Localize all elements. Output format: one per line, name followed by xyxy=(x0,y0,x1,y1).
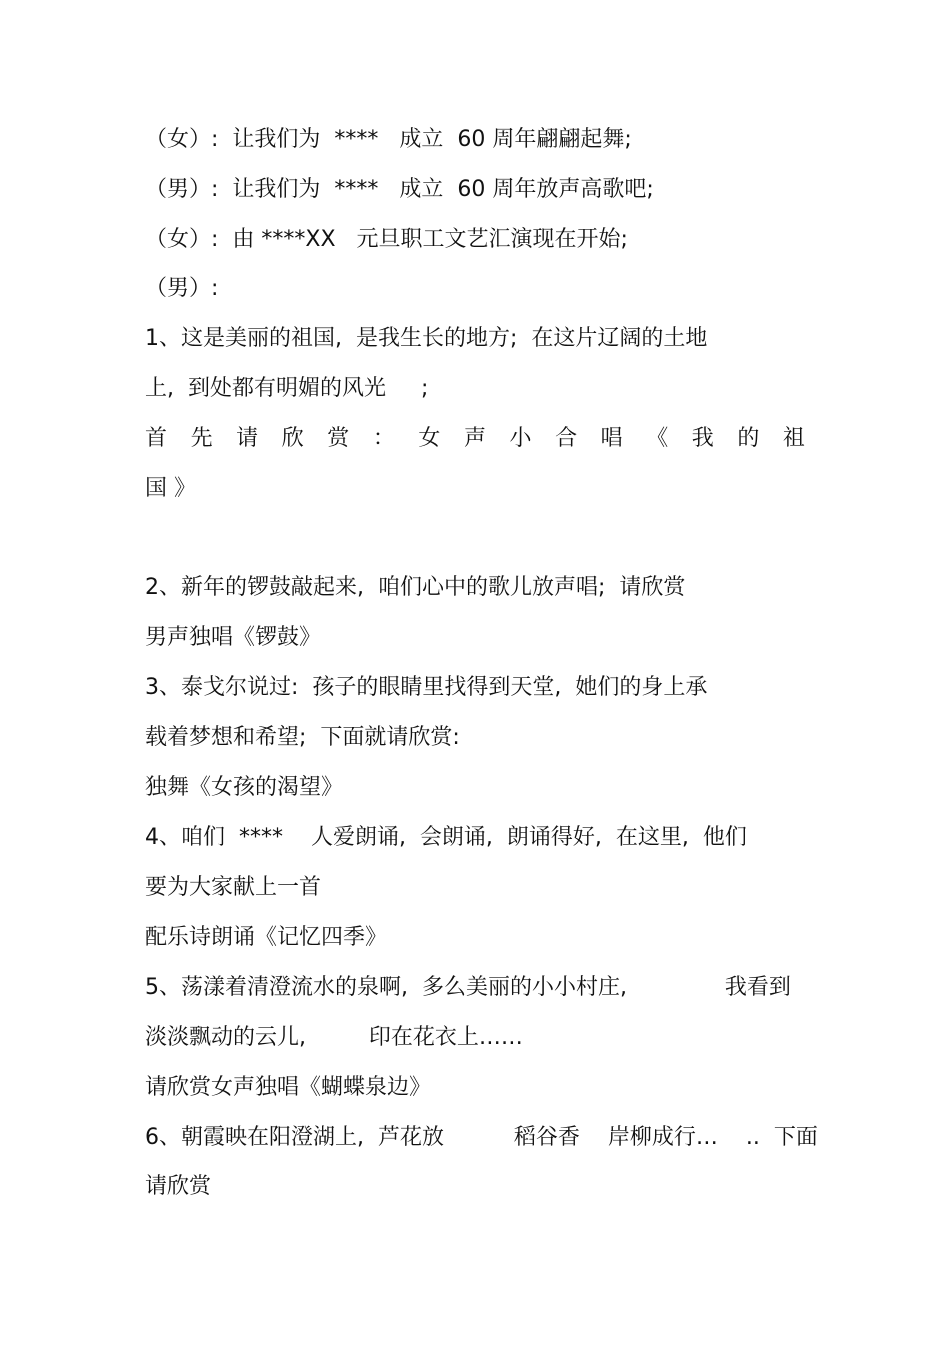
char: 合 xyxy=(555,426,578,451)
text-line: 请欣赏女声独唱《蝴蝶泉边》 xyxy=(145,1075,432,1100)
char: 请 xyxy=(236,426,259,451)
char: 《 xyxy=(646,426,669,451)
char: 先 xyxy=(190,426,213,451)
text-line: （女）: 由 ****XX 元旦职工文艺汇演现在开始; xyxy=(145,227,628,252)
char: 女 xyxy=(418,426,441,451)
char: 声 xyxy=(463,426,486,451)
char: 小 xyxy=(509,426,532,451)
char: 我 xyxy=(691,426,714,451)
char: 祖 xyxy=(782,426,805,451)
text-line: 1、这是美丽的祖国, 是我生长的地方; 在这片辽阔的土地 xyxy=(145,326,708,351)
text-line: 请欣赏 xyxy=(145,1174,212,1199)
char: ： xyxy=(372,426,395,451)
text-line: 配乐诗朗诵《记忆四季》 xyxy=(145,925,388,950)
text-line: 5、荡漾着清澄流水的泉啊, 多么美丽的小小村庄, 我看到 xyxy=(145,975,791,1000)
char: 的 xyxy=(737,426,760,451)
text-line: 2、新年的锣鼓敲起来, 咱们心中的歌儿放声唱; 请欣赏 xyxy=(145,575,686,600)
char: 欣 xyxy=(281,426,304,451)
text-line: 要为大家献上一首 xyxy=(145,875,322,900)
justified-text-line xyxy=(145,419,805,459)
text-line: 独舞《女孩的渴望》 xyxy=(145,775,344,800)
text-line: 3、泰戈尔说过: 孩子的眼睛里找得到天堂, 她们的身上承 xyxy=(145,675,708,700)
char: 唱 xyxy=(600,426,623,451)
text-line: 男声独唱《锣鼓》 xyxy=(145,625,322,650)
text-line: 上, 到处都有明媚的风光 ; xyxy=(145,376,429,401)
char: 赏 xyxy=(327,426,350,451)
text-line: 6、朝霞映在阳澄湖上, 芦花放 稻谷香 岸柳成行… .. 下面 xyxy=(145,1125,818,1150)
text-line: 国 》 xyxy=(145,476,196,501)
text-line: （女）: 让我们为 **** 成立 60 周年翩翩起舞; xyxy=(145,127,632,152)
text-line: （男）: 让我们为 **** 成立 60 周年放声高歌吧; xyxy=(145,177,654,202)
text-line: 载着梦想和希望; 下面就请欣赏: xyxy=(145,725,460,750)
text-line: 淡淡飘动的云儿, 印在花衣上…… xyxy=(145,1025,523,1050)
text-line: 4、咱们 **** 人爱朗诵, 会朗诵, 朗诵得好, 在这里, 他们 xyxy=(145,825,747,850)
char: 首 xyxy=(145,426,168,451)
text-line: （男）: xyxy=(145,276,219,301)
